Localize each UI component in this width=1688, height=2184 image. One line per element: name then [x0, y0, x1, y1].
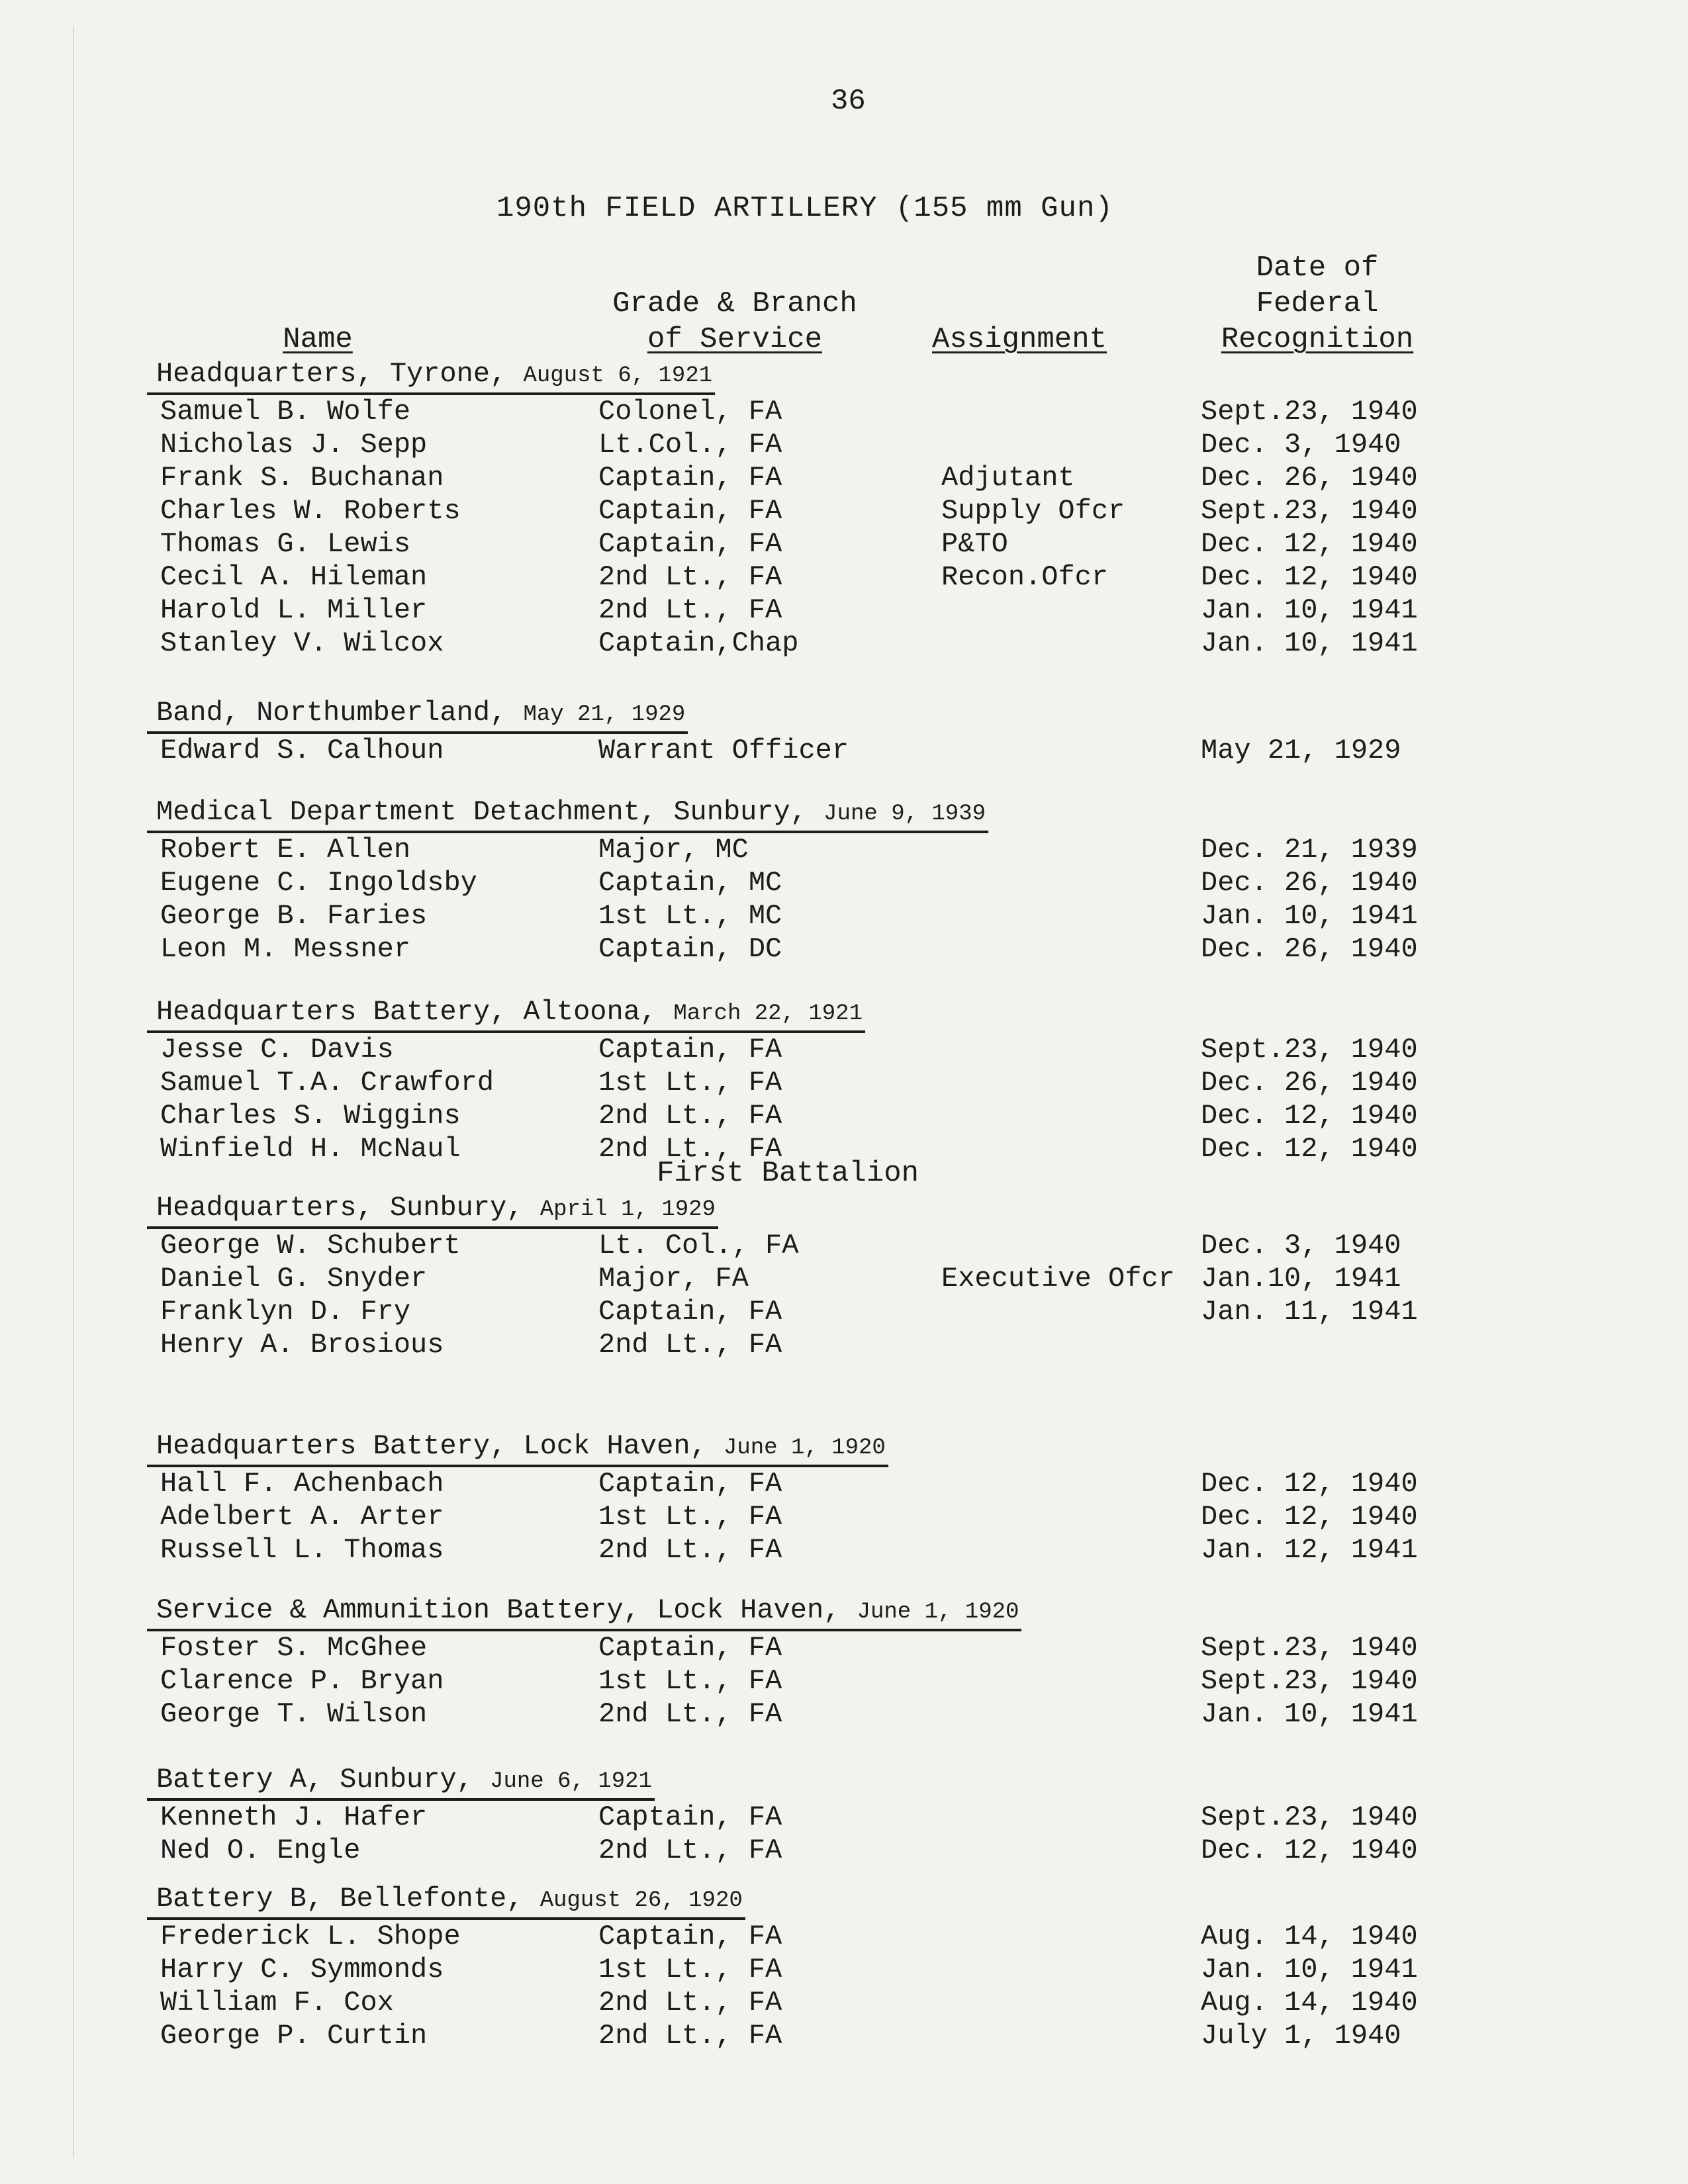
roster-row — [154, 866, 1477, 899]
roster-row — [154, 933, 1477, 966]
header-date-line2: Federal — [1256, 287, 1379, 320]
unit-heading — [147, 1430, 888, 1467]
column-header-name — [245, 322, 391, 357]
grade-branch: 1st Lt., FA — [598, 1954, 782, 1985]
officer-name: Eugene C. Ingoldsby — [160, 867, 477, 899]
recognition-date: Jan. 10, 1941 — [1201, 1698, 1418, 1730]
unit-heading — [147, 696, 688, 734]
recognition-date: Aug. 14, 1940 — [1201, 1921, 1418, 1952]
unit-organized-date: April 1, 1929 — [539, 1197, 716, 1222]
roster-row — [154, 494, 1477, 527]
grade-branch: Captain, FA — [598, 1921, 782, 1952]
unit-name: Headquarters, Tyrone, — [156, 358, 524, 390]
grade-branch: 1st Lt., FA — [598, 1665, 782, 1697]
officer-name: Russell L. Thomas — [160, 1534, 444, 1566]
grade-branch: Major, MC — [598, 834, 749, 866]
unit-organized-date: August 6, 1921 — [523, 363, 713, 388]
grade-branch: 1st Lt., FA — [598, 1501, 782, 1533]
roster-row — [154, 561, 1477, 594]
grade-branch: 2nd Lt., FA — [598, 561, 782, 593]
officer-name: Daniel G. Snyder — [160, 1263, 428, 1295]
assignment: Adjutant — [941, 462, 1075, 494]
recognition-date: Jan. 10, 1941 — [1201, 1954, 1418, 1985]
assignment: Executive Ofcr — [941, 1263, 1175, 1295]
unit-organized-date: June 1, 1920 — [723, 1435, 886, 1461]
recognition-date: Sept.23, 1940 — [1201, 1632, 1418, 1664]
unit-heading — [147, 995, 865, 1033]
unit-heading — [147, 1882, 745, 1920]
officer-name: Edward S. Calhoun — [160, 735, 444, 766]
header-grade-line2: of Service — [647, 323, 823, 356]
recognition-date: July 1, 1940 — [1201, 2020, 1401, 2052]
officer-name: Samuel B. Wolfe — [160, 396, 411, 428]
header-date-line3: Recognition — [1221, 323, 1414, 356]
unit-organized-date: June 9, 1939 — [823, 801, 986, 827]
grade-branch: Captain, FA — [598, 1468, 782, 1500]
grade-branch: Captain, FA — [598, 1801, 782, 1833]
officer-name: Leon M. Messner — [160, 933, 411, 965]
recognition-date: Dec. 12, 1940 — [1201, 1501, 1418, 1533]
recognition-date: Dec. 12, 1940 — [1201, 561, 1418, 593]
grade-branch: Captain, FA — [598, 495, 782, 527]
grade-branch: Major, FA — [598, 1263, 749, 1295]
officer-name: Frank S. Buchanan — [160, 462, 444, 494]
assignment: Supply Ofcr — [941, 495, 1125, 527]
officer-name: Henry A. Brosious — [160, 1329, 444, 1361]
officer-name: Frederick L. Shope — [160, 1921, 461, 1952]
roster-row — [154, 1533, 1477, 1567]
grade-branch: Captain, FA — [598, 1034, 782, 1066]
column-header-assignment — [914, 322, 1125, 357]
unit-name: Headquarters Battery, Lock Haven, — [156, 1430, 724, 1462]
unit-name: Headquarters Battery, Altoona, — [156, 996, 674, 1028]
unit-section — [154, 1882, 1477, 2052]
recognition-date: Jan. 10, 1941 — [1201, 900, 1418, 932]
officer-name: Samuel T.A. Crawford — [160, 1067, 494, 1099]
officer-name: George T. Wilson — [160, 1698, 428, 1730]
officer-name: Robert E. Allen — [160, 834, 411, 866]
recognition-date: Jan. 10, 1941 — [1201, 594, 1418, 626]
recognition-date: Dec. 26, 1940 — [1201, 867, 1418, 899]
recognition-date: Dec. 21, 1939 — [1201, 834, 1418, 866]
roster-row — [154, 461, 1477, 494]
grade-branch: 2nd Lt., FA — [598, 1835, 782, 1866]
roster-row — [154, 1953, 1477, 1986]
officer-name: Cecil A. Hileman — [160, 561, 428, 593]
officer-name: Thomas G. Lewis — [160, 528, 411, 560]
grade-branch: Captain, MC — [598, 867, 782, 899]
unit-section — [154, 1763, 1477, 1867]
grade-branch: Captain, FA — [598, 1632, 782, 1664]
roster-row — [154, 1834, 1477, 1867]
roster-row — [154, 1500, 1477, 1533]
roster-row — [154, 1295, 1477, 1328]
unit-section — [154, 1430, 1477, 1567]
column-header-date — [1192, 250, 1443, 357]
page-number: 36 — [831, 85, 866, 118]
grade-branch: 2nd Lt., FA — [598, 2020, 782, 2052]
roster-row — [154, 1664, 1477, 1698]
officer-name: Charles W. Roberts — [160, 495, 461, 527]
grade-branch: 2nd Lt., FA — [598, 1987, 782, 2019]
grade-branch: 1st Lt., MC — [598, 900, 782, 932]
assignment: Recon.Ofcr — [941, 561, 1109, 593]
recognition-date: Dec. 26, 1940 — [1201, 1067, 1418, 1099]
officer-name: Ned O. Engle — [160, 1835, 361, 1866]
assignment: P&TO — [941, 528, 1008, 560]
recognition-date: Dec. 12, 1940 — [1201, 1468, 1418, 1500]
roster-row — [154, 1066, 1477, 1099]
recognition-date: Dec. 12, 1940 — [1201, 1133, 1418, 1165]
grade-branch: 1st Lt., FA — [598, 1067, 782, 1099]
recognition-date: Sept.23, 1940 — [1201, 495, 1418, 527]
unit-heading — [147, 796, 988, 833]
roster-row — [154, 1099, 1477, 1132]
unit-name: Battery B, Bellefonte, — [156, 1883, 540, 1915]
unit-name: Headquarters, Sunbury, — [156, 1192, 540, 1224]
unit-name: Battery A, Sunbury, — [156, 1764, 491, 1796]
officer-name: Winfield H. McNaul — [160, 1133, 461, 1165]
column-header-grade — [583, 286, 887, 357]
roster-row — [154, 1467, 1477, 1500]
grade-branch: 2nd Lt., FA — [598, 1133, 782, 1165]
roster-row — [154, 1920, 1477, 1953]
grade-branch: Captain, FA — [598, 1296, 782, 1328]
recognition-date: Sept.23, 1940 — [1201, 1801, 1418, 1833]
recognition-date: Dec. 12, 1940 — [1201, 1835, 1418, 1866]
officer-name: George P. Curtin — [160, 2020, 428, 2052]
officer-name: Kenneth J. Hafer — [160, 1801, 428, 1833]
officer-name: Adelbert A. Arter — [160, 1501, 444, 1533]
recognition-date: May 21, 1929 — [1201, 735, 1401, 766]
roster-row — [154, 1986, 1477, 2019]
grade-branch: 2nd Lt., FA — [598, 1534, 782, 1566]
recognition-date: Dec. 12, 1940 — [1201, 528, 1418, 560]
grade-branch: Captain,Chap — [598, 627, 799, 659]
battalion-heading: First Battalion — [657, 1157, 919, 1190]
unit-heading — [147, 357, 715, 395]
recognition-date: Jan. 12, 1941 — [1201, 1534, 1418, 1566]
officer-name: Foster S. McGhee — [160, 1632, 428, 1664]
recognition-date: Aug. 14, 1940 — [1201, 1987, 1418, 2019]
officer-name: Harry C. Symmonds — [160, 1954, 444, 1985]
recognition-date: Dec. 3, 1940 — [1201, 429, 1401, 461]
roster-row — [154, 1262, 1477, 1295]
recognition-date: Jan. 11, 1941 — [1201, 1296, 1418, 1328]
recognition-date: Dec. 26, 1940 — [1201, 462, 1418, 494]
unit-section — [154, 995, 1477, 1165]
unit-name: Band, Northumberland, — [156, 697, 524, 729]
officer-name: Jesse C. Davis — [160, 1034, 394, 1066]
unit-section — [154, 1156, 1477, 1361]
grade-branch: Warrant Officer — [598, 735, 849, 766]
officer-name: Charles S. Wiggins — [160, 1100, 461, 1132]
unit-organized-date: June 6, 1921 — [490, 1769, 652, 1794]
unit-organized-date: May 21, 1929 — [523, 702, 686, 727]
grade-branch: Lt.Col., FA — [598, 429, 782, 461]
roster-row — [154, 1328, 1477, 1361]
officer-name: Stanley V. Wilcox — [160, 627, 444, 659]
unit-heading — [147, 1191, 718, 1229]
header-date-line1: Date of — [1256, 251, 1379, 285]
recognition-date: Dec. 12, 1940 — [1201, 1100, 1418, 1132]
unit-heading — [147, 1594, 1021, 1631]
recognition-date: Sept.23, 1940 — [1201, 1034, 1418, 1066]
unit-organized-date: March 22, 1921 — [673, 1001, 863, 1026]
roster-row — [154, 899, 1477, 933]
header-name-label: Name — [283, 323, 353, 356]
roster-row — [154, 1033, 1477, 1066]
grade-branch: Captain, FA — [598, 462, 782, 494]
roster-row — [154, 428, 1477, 461]
grade-branch: Lt. Col., FA — [598, 1230, 799, 1261]
unit-heading — [147, 1763, 655, 1801]
officer-name: Hall F. Achenbach — [160, 1468, 444, 1500]
roster-row — [154, 1698, 1477, 1731]
roster-row — [154, 1801, 1477, 1834]
recognition-date: Dec. 3, 1940 — [1201, 1230, 1401, 1261]
grade-branch: 2nd Lt., FA — [598, 1100, 782, 1132]
unit-name: Medical Department Detachment, Sunbury, — [156, 796, 824, 828]
unit-section — [154, 1594, 1477, 1731]
roster-row — [154, 2019, 1477, 2052]
header-grade-line1: Grade & Branch — [612, 287, 857, 320]
unit-organized-date: June 1, 1920 — [857, 1600, 1019, 1625]
recognition-date: Sept.23, 1940 — [1201, 396, 1418, 428]
recognition-date: Sept.23, 1940 — [1201, 1665, 1418, 1697]
officer-name: George W. Schubert — [160, 1230, 461, 1261]
grade-branch: Colonel, FA — [598, 396, 782, 428]
roster-row — [154, 734, 1477, 767]
roster-row — [154, 833, 1477, 866]
grade-branch: 2nd Lt., FA — [598, 1698, 782, 1730]
roster-row — [154, 1631, 1477, 1664]
unit-section — [154, 696, 1477, 767]
page-title: 190th FIELD ARTILLERY (155 mm Gun) — [496, 192, 1113, 225]
grade-branch: 2nd Lt., FA — [598, 1329, 782, 1361]
roster-row — [154, 527, 1477, 561]
grade-branch: Captain, FA — [598, 528, 782, 560]
grade-branch: Captain, DC — [598, 933, 782, 965]
recognition-date: Jan. 10, 1941 — [1201, 627, 1418, 659]
officer-name: William F. Cox — [160, 1987, 394, 2019]
unit-organized-date: August 26, 1920 — [539, 1888, 743, 1913]
unit-name: Service & Ammunition Battery, Lock Haven, — [156, 1594, 857, 1626]
roster-row — [154, 594, 1477, 627]
recognition-date: Jan.10, 1941 — [1201, 1263, 1401, 1295]
officer-name: George B. Faries — [160, 900, 428, 932]
unit-section — [154, 357, 1477, 660]
officer-name: Clarence P. Bryan — [160, 1665, 444, 1697]
roster-row — [154, 395, 1477, 428]
officer-name: Harold L. Miller — [160, 594, 428, 626]
header-assignment-label: Assignment — [931, 323, 1107, 356]
roster-row — [154, 1229, 1477, 1262]
roster-row — [154, 627, 1477, 660]
officer-name: Nicholas J. Sepp — [160, 429, 428, 461]
unit-section — [154, 796, 1477, 966]
grade-branch: 2nd Lt., FA — [598, 594, 782, 626]
officer-name: Franklyn D. Fry — [160, 1296, 411, 1328]
recognition-date: Dec. 26, 1940 — [1201, 933, 1418, 965]
